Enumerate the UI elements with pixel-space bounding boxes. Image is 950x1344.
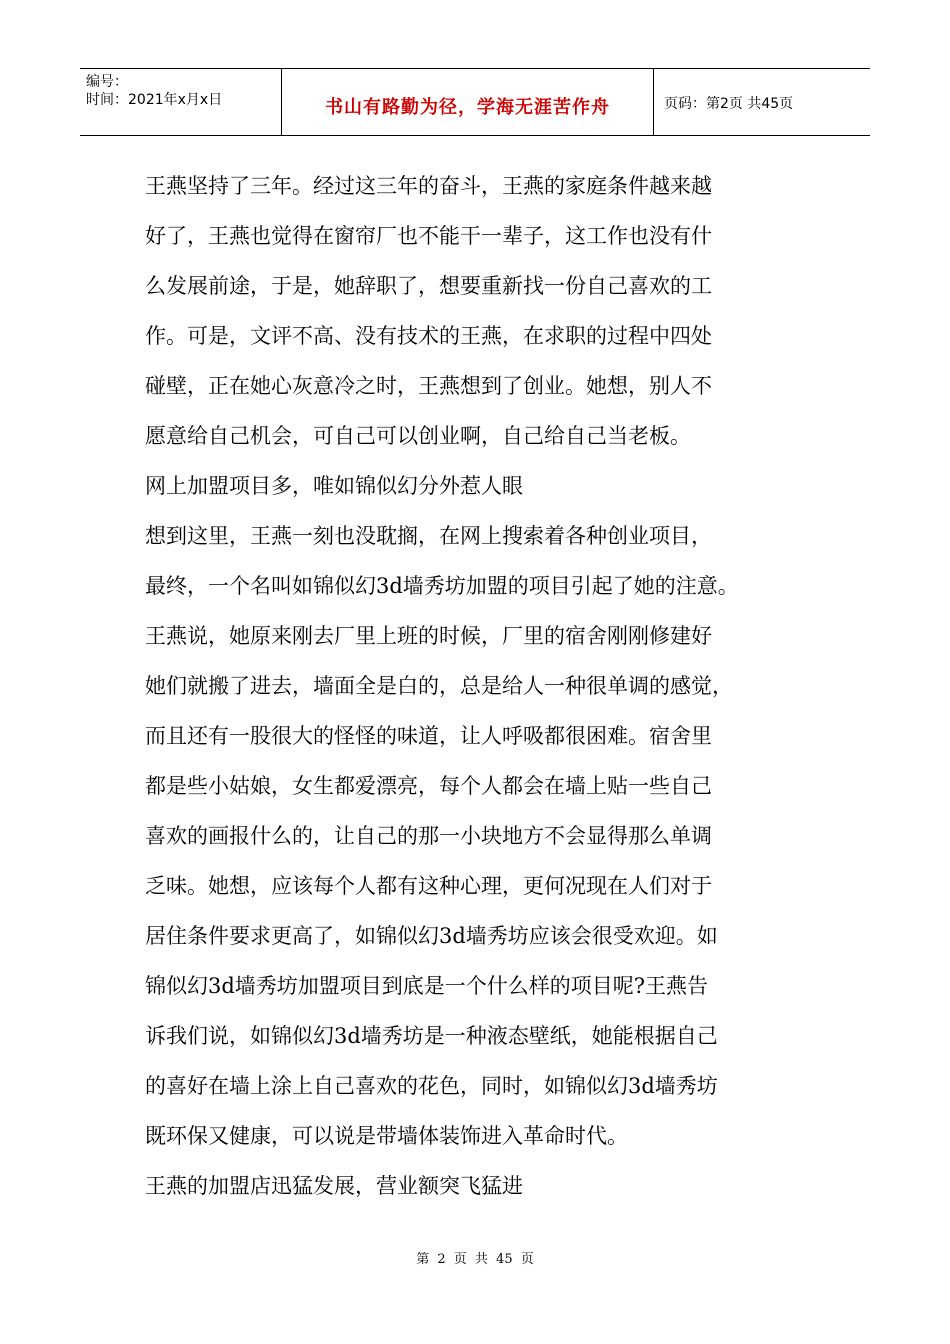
text-line: 碰壁，正在她心灰意冷之时，王燕想到了创业。她想，别人不 bbox=[145, 374, 712, 398]
text-line: 作。可是，文评不高、没有技术的王燕，在求职的过程中四处 bbox=[145, 324, 712, 348]
text-line: 她们就搬了进去，墙面全是白的，总是给人一种很单调的感觉， bbox=[145, 674, 733, 698]
text-line: 的喜好在墙上涂上自己喜欢的花色，同时，如锦似幻3d墙秀坊 bbox=[145, 1074, 718, 1098]
text-line: 既环保又健康，可以说是带墙体装饰进入革命时代。 bbox=[145, 1124, 628, 1148]
document-body bbox=[145, 161, 825, 1211]
text-line: 么发展前途，于是，她辞职了，想要重新找一份自己喜欢的工 bbox=[145, 274, 712, 298]
text-line: 王燕说，她原来刚去厂里上班的时候，厂里的宿舍刚刚修建好 bbox=[145, 624, 712, 648]
header-page-info: 页码：第2页 共45页 bbox=[664, 96, 794, 112]
serial-label: 编号： bbox=[86, 74, 128, 90]
time-label: 时间：2021年x月x日 bbox=[86, 92, 223, 108]
text-line: 喜欢的画报什么的，让自己的那一小块地方不会显得那么单调 bbox=[145, 824, 712, 848]
page-header bbox=[80, 68, 870, 136]
text-line: 都是些小姑娘，女生都爱漂亮，每个人都会在墙上贴一些自己 bbox=[145, 774, 712, 798]
page-footer: 第 2 页 共 45 页 bbox=[416, 1252, 534, 1267]
text-line: 愿意给自己机会，可自己可以创业啊，自己给自己当老板。 bbox=[145, 424, 691, 448]
text-line: 锦似幻3d墙秀坊加盟项目到底是一个什么样的项目呢?王燕告 bbox=[145, 974, 709, 998]
text-line: 王燕坚持了三年。经过这三年的奋斗，王燕的家庭条件越来越 bbox=[145, 174, 712, 198]
header-meta bbox=[80, 69, 282, 135]
text-line: 乏味。她想，应该每个人都有这种心理，更何况现在人们对于 bbox=[145, 874, 712, 898]
header-motto: 书山有路勤为径，学海无涯苦作舟 bbox=[282, 69, 654, 135]
text-line: 好了，王燕也觉得在窗帘厂也不能干一辈子，这工作也没有什 bbox=[145, 224, 712, 248]
text-line: 诉我们说，如锦似幻3d墙秀坊是一种液态壁纸，她能根据自己 bbox=[145, 1024, 718, 1048]
section-heading: 网上加盟项目多，唯如锦似幻分外惹人眼 bbox=[145, 474, 523, 498]
section-heading: 王燕的加盟店迅猛发展，营业额突飞猛进 bbox=[145, 1174, 523, 1198]
text-line: 而且还有一股很大的怪怪的味道，让人呼吸都很困难。宿舍里 bbox=[145, 724, 712, 748]
text-line: 想到这里，王燕一刻也没耽搁，在网上搜索着各种创业项目， bbox=[145, 524, 712, 548]
text-line: 最终，一个名叫如锦似幻3d墙秀坊加盟的项目引起了她的注意。 bbox=[145, 574, 739, 598]
text-line: 居住条件要求更高了，如锦似幻3d墙秀坊应该会很受欢迎。如 bbox=[145, 924, 718, 948]
